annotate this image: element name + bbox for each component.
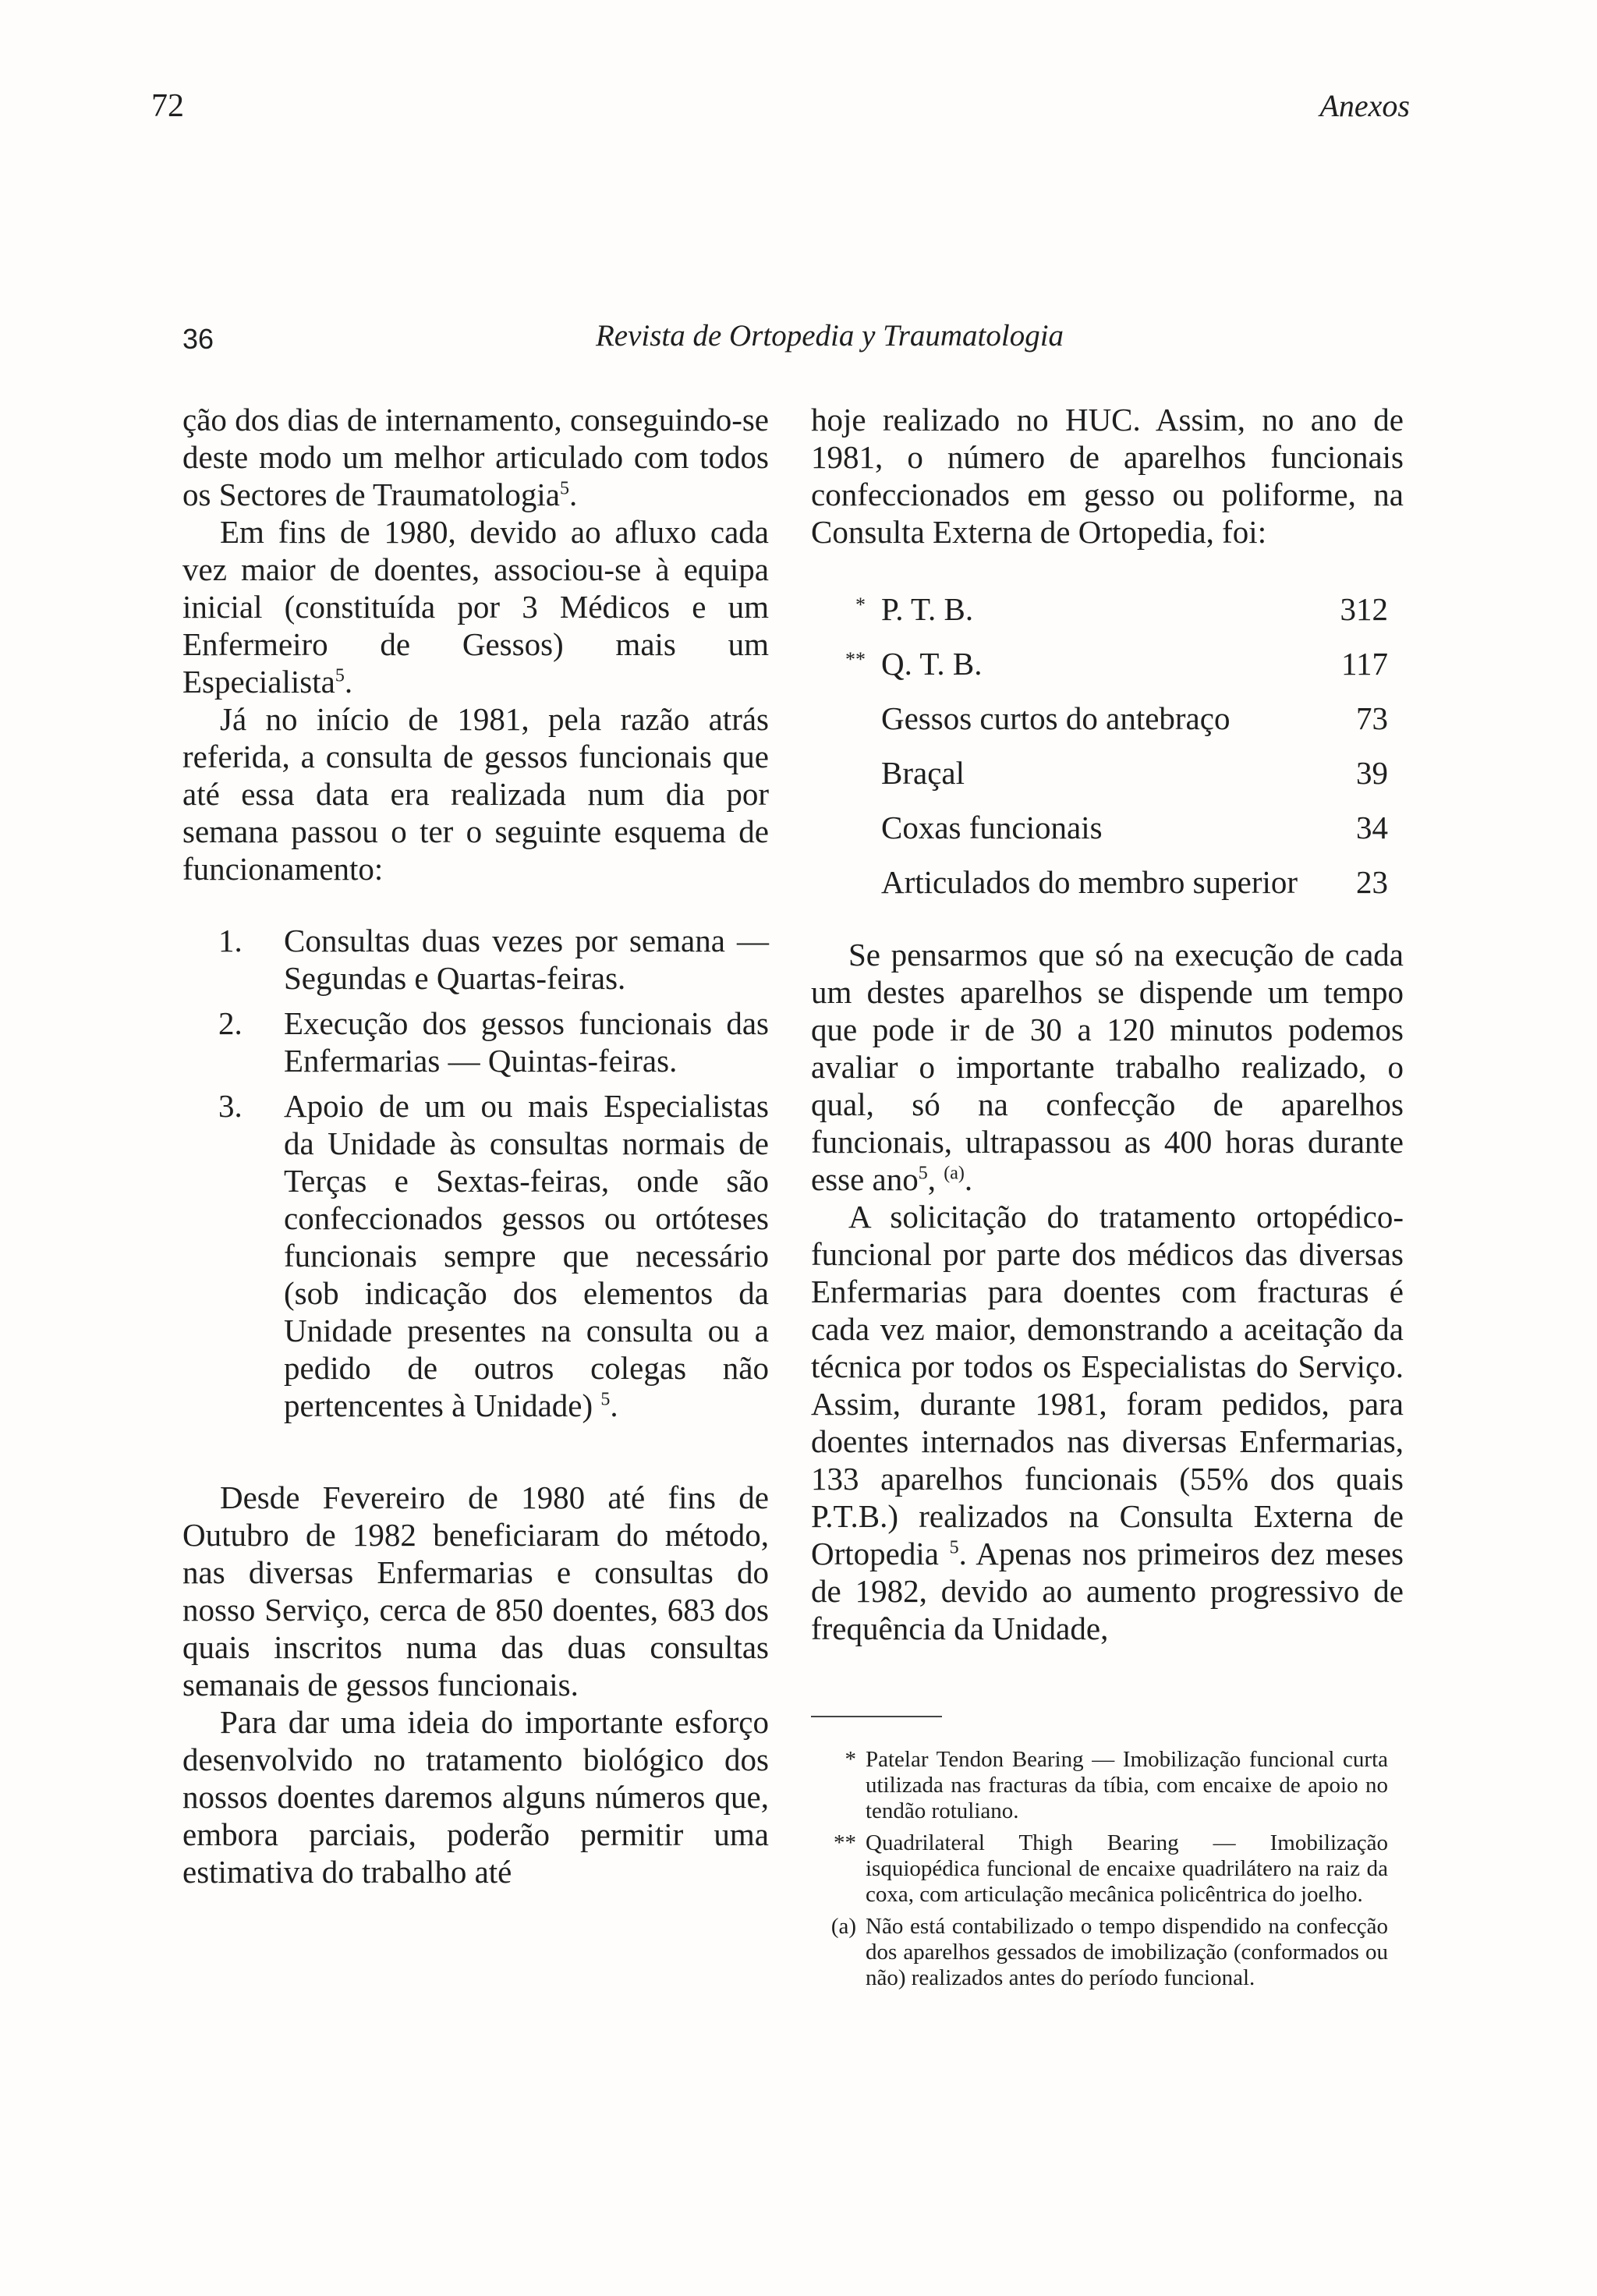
device-label: P. T. B. (881, 591, 974, 627)
right-column (811, 401, 1404, 1647)
reference-mark: 5 (949, 1537, 959, 1558)
left-column (182, 401, 769, 1890)
footnote-mark: * (845, 1747, 856, 1772)
table-row (811, 800, 1388, 855)
device-label: Articulados do membro superior (881, 864, 1298, 900)
footnote (811, 1747, 1388, 1824)
page-number: 72 (151, 88, 184, 124)
paragraph: Se pensarmos que só na execução de cada um destes aparelhos se dispende um tempo que pode ir de 30 a 120 minutos podemos avaliar o importante trabalho realizado, o qual, só na confecção de aparelhos funcionais, ultrapassou as 400 horas durante esse ano$^5$, $^{(a)}$. (811, 937, 1404, 1197)
journal-title: Revista de Ortopedia y Traumatologia (595, 319, 1064, 353)
device-count-table (811, 582, 1388, 909)
footnote-divider (811, 1716, 942, 1717)
footnote-text: Não está contabilizado o tempo dispendido na confecção dos aparelhos gessados de imobilização (conformados ou não) realizados antes do período funcional. (866, 1914, 1388, 1990)
device-label: Gessos curtos do antebraço (881, 700, 1231, 736)
list-number: 2. (218, 1005, 243, 1041)
table-row (811, 746, 1388, 800)
device-label: Braçal (881, 755, 965, 791)
footnote (811, 1914, 1388, 1991)
table-row (811, 636, 1388, 691)
device-label: Q. T. B. (881, 646, 983, 682)
list-item (182, 1087, 769, 1424)
list-number: 1. (218, 923, 243, 958)
reference-mark: 5 (335, 665, 345, 686)
reference-mark: 5 (600, 1389, 611, 1410)
device-count: 312 (1340, 591, 1388, 627)
footnote-mark (811, 746, 872, 800)
paragraph: Já no início de 1981, pela razão atrás referida, a consulta de gessos funcionais que até essa data era realizada num dia por semana passou o ter o seguinte esquema de funcionamento: (182, 701, 769, 887)
table-row (811, 691, 1388, 746)
reference-mark: 5 (918, 1163, 928, 1184)
paragraph: Em fins de 1980, devido ao afluxo cada vez maior de doentes, associou-se à equipa inicial (constituída por 3 Médicos e um Enfermeiro de Gessos) mais um Especialista$^5$. (182, 514, 769, 700)
paragraph: ção dos dias de internamento, conseguindo-se deste modo um melhor articulado com todos os Sectores de Traumatologia$^5$. (182, 402, 769, 512)
footnotes (811, 1747, 1388, 1997)
list-text: Execução dos gessos funcionais das Enfermarias — Quintas-feiras. (284, 1005, 769, 1079)
list-text-wrapper: Apoio de um ou mais Especialistas da Unidade às consultas normais de Terças e Sextas-feiras, onde são confeccionados gessos ou ortóteses funcionais sempre que necessário (sob indicação dos elementos da Unidade presentes na consulta ou a pedido de outros colegas não pertencentes à Unidade) $^5$. (284, 1088, 769, 1423)
note-mark: (a) (944, 1163, 965, 1184)
schedule-list (182, 922, 769, 1424)
paragraph: A solicitação do tratamento ortopédico-funcional por parte dos médicos das diversas Enfermarias para doentes com fracturas é cada vez maior, demonstrando a aceitação da técnica por todos os Especialistas do Serviço. Assim, durante 1981, foram pedidos, para doentes internados nas diversas Enfermarias, 133 aparelhos funcionais (55% dos quais P.T.B.) realizados na Consulta Externa de Ortopedia $^5$. Apenas nos primeiros dez meses de 1982, devido ao aumento progressivo de frequência da Unidade, (811, 1199, 1404, 1646)
list-item (182, 922, 769, 997)
table-row (811, 582, 1388, 636)
footnote-mark (811, 855, 872, 909)
device-count: 39 (1356, 755, 1388, 791)
paragraph: hoje realizado no HUC. Assim, no ano de 1981, o número de aparelhos funcionais confeccionados em gesso ou poliforme, na Consulta Externa de Ortopedia, foi: (811, 402, 1404, 550)
footnote-mark (811, 691, 872, 746)
footnote-mark: ** (845, 648, 866, 671)
list-text: Apoio de um ou mais Especialistas da Unidade às consultas normais de Terças e Sextas-feiras, onde são confeccionados gessos ou ortóteses funcionais sempre que necessário (sob indicação dos elementos da Unidade presentes na consulta ou a pedido de outros colegas não pertencentes à Unidade) (284, 1088, 769, 1423)
paragraph: Para dar uma ideia do importante esforço desenvolvido no tratamento biológico dos nossos doentes daremos alguns números que, embora parciais, poderão permitir uma estimativa do trabalho até (182, 1704, 769, 1890)
device-count: 34 (1356, 810, 1388, 845)
table-row (811, 855, 1388, 909)
section-title: Anexos (1319, 88, 1410, 123)
footnote-mark (811, 800, 872, 855)
footnote-mark: ** (834, 1830, 856, 1855)
footnote-text: Patelar Tendon Bearing — Imobilização funcional curta utilizada nas fracturas da tíbia, com encaixe de apoio no tendão rotuliano. (866, 1747, 1388, 1823)
list-item (182, 1004, 769, 1079)
footnote-text: Quadrilateral Thigh Bearing — Imobilização isquiopédica funcional de encaixe quadrilátero na raiz da coxa, com articulação mecânica policêntrica do joelho. (866, 1830, 1388, 1907)
list-number: 3. (218, 1088, 243, 1124)
journal-page-number: 36 (182, 323, 214, 355)
reference-mark: 5 (559, 478, 569, 499)
footnote-mark: * (855, 593, 866, 616)
device-label: Coxas funcionais (881, 810, 1103, 845)
footnote (811, 1830, 1388, 1908)
paragraph: Desde Fevereiro de 1980 até fins de Outubro de 1982 beneficiaram do método, nas diversas Enfermarias e consultas do nosso Serviço, cerca de 850 doentes, 683 dos quais inscritos numa das duas consultas semanais de gessos funcionais. (182, 1479, 769, 1703)
device-count: 73 (1356, 700, 1388, 736)
footnote-mark: (a) (830, 1914, 856, 1939)
device-count: 117 (1341, 646, 1388, 682)
list-text: Consultas duas vezes por semana — Segundas e Quartas-feiras. (284, 923, 769, 996)
device-count: 23 (1356, 864, 1388, 900)
